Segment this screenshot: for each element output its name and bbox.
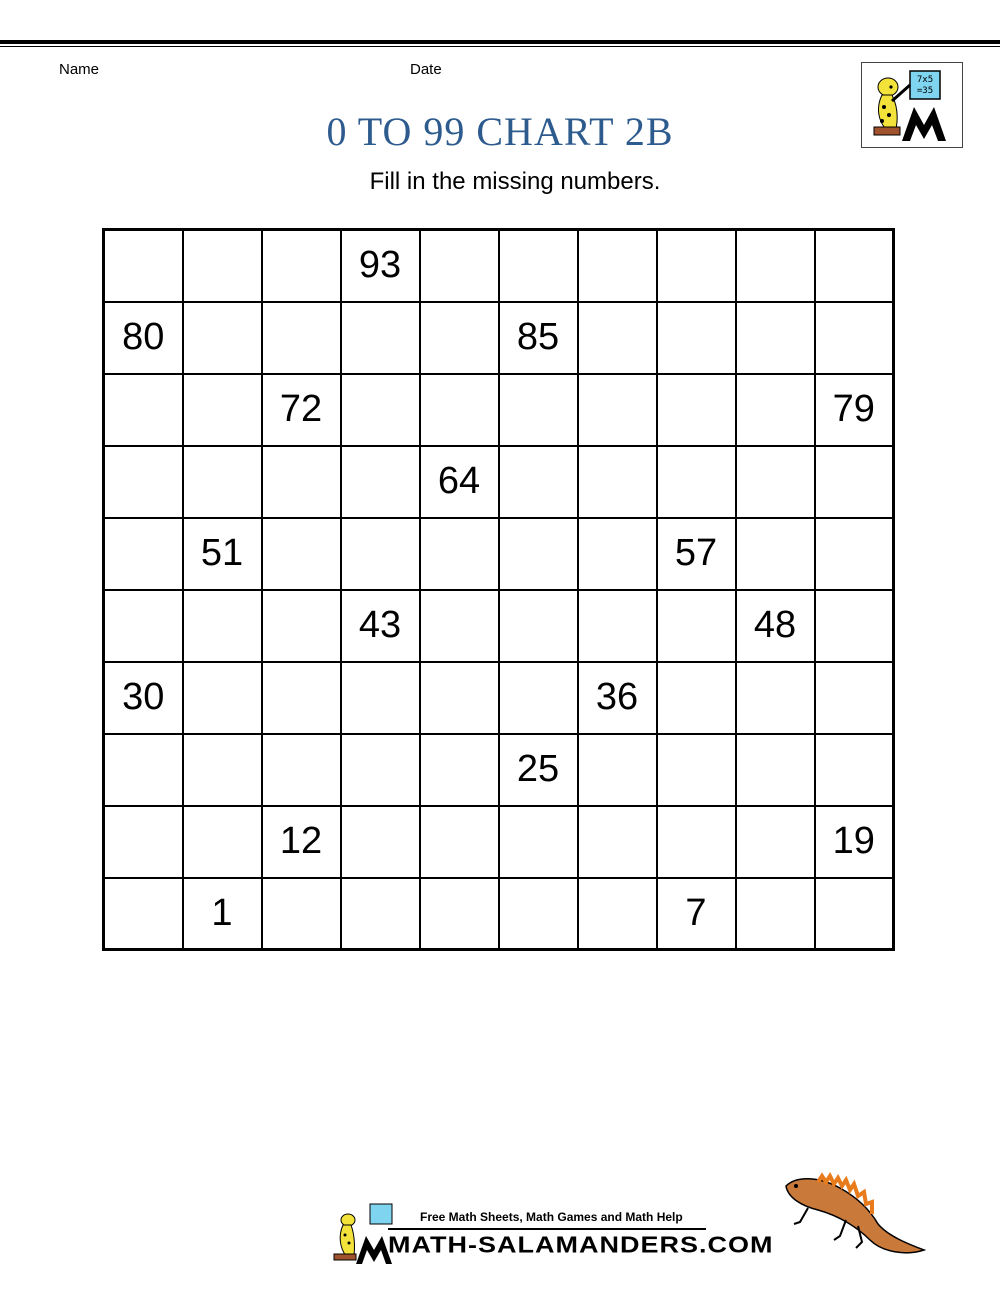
grid-row [104,446,894,518]
grid-cell-given: 85 [499,302,578,374]
grid-cell-blank[interactable] [183,446,262,518]
grid-cell-blank[interactable] [104,446,183,518]
grid-cell-blank[interactable] [183,230,262,302]
grid-row [104,302,894,374]
grid-cell-blank[interactable] [499,878,578,950]
grid-cell-blank[interactable] [104,806,183,878]
grid-cell-blank[interactable] [420,734,499,806]
grid-cell-blank[interactable] [736,374,815,446]
grid-cell-blank[interactable] [736,806,815,878]
grid-cell-given: 93 [341,230,420,302]
grid-cell-blank[interactable] [104,518,183,590]
grid-cell-blank[interactable] [578,878,657,950]
grid-cell-blank[interactable] [736,446,815,518]
grid-cell-blank[interactable] [262,302,341,374]
grid-cell-blank[interactable] [262,662,341,734]
grid-cell-given: 12 [262,806,341,878]
grid-cell-blank[interactable] [262,878,341,950]
grid-cell-blank[interactable] [341,302,420,374]
grid-cell-blank[interactable] [499,518,578,590]
grid-cell-blank[interactable] [420,374,499,446]
grid-cell-blank[interactable] [104,230,183,302]
grid-cell-blank[interactable] [657,662,736,734]
grid-cell-given: 19 [815,806,894,878]
grid-cell-blank[interactable] [420,662,499,734]
grid-cell-blank[interactable] [578,446,657,518]
grid-cell-blank[interactable] [736,662,815,734]
grid-cell-given: 1 [183,878,262,950]
grid-cell-blank[interactable] [578,518,657,590]
grid-cell-given: 36 [578,662,657,734]
grid-cell-blank[interactable] [736,878,815,950]
grid-row [104,734,894,806]
footer-rule [388,1228,706,1230]
grid-cell-blank[interactable] [657,590,736,662]
grid-cell-blank[interactable] [736,518,815,590]
grid-cell-blank[interactable] [815,446,894,518]
grid-row [104,662,894,734]
grid-row [104,806,894,878]
grid-cell-given: 64 [420,446,499,518]
instructions: Fill in the missing numbers. [369,168,661,195]
grid-cell-given: 51 [183,518,262,590]
grid-cell-blank[interactable] [815,590,894,662]
grid-cell-blank[interactable] [657,446,736,518]
grid-cell-blank[interactable] [657,230,736,302]
grid-row [104,230,894,302]
grid-cell-blank[interactable] [815,662,894,734]
grid-cell-blank[interactable] [104,734,183,806]
grid-cell-blank[interactable] [262,446,341,518]
grid-cell-blank[interactable] [341,734,420,806]
grid-cell-blank[interactable] [183,662,262,734]
grid-cell-blank[interactable] [183,374,262,446]
board-line-1: 7x5 [916,75,934,85]
grid-cell-blank[interactable] [499,374,578,446]
grid-cell-given: 48 [736,590,815,662]
grid-cell-blank[interactable] [499,662,578,734]
grid-cell-given: 72 [262,374,341,446]
grid-cell-blank[interactable] [657,734,736,806]
grid-cell-blank[interactable] [183,590,262,662]
grid-cell-given: 7 [657,878,736,950]
top-rule-thin [0,46,1000,47]
grid-cell-given: 43 [341,590,420,662]
grid-cell-blank[interactable] [578,590,657,662]
grid-cell-blank[interactable] [262,590,341,662]
grid-cell-blank[interactable] [578,734,657,806]
grid-cell-blank[interactable] [815,878,894,950]
grid-row [104,878,894,950]
grid-row [104,518,894,590]
grid-cell-blank[interactable] [657,374,736,446]
grid-row [104,590,894,662]
board-line-2: =35 [916,86,934,96]
grid-cell-blank[interactable] [183,302,262,374]
grid-cell-blank[interactable] [262,230,341,302]
grid-cell-blank[interactable] [341,446,420,518]
number-chart-grid [102,228,895,951]
page-title: 0 TO 99 CHART 2B [326,109,674,154]
grid-cell-blank[interactable] [420,806,499,878]
grid-cell-blank[interactable] [815,302,894,374]
grid-cell-blank[interactable] [183,806,262,878]
date-label: Date [410,61,442,78]
grid-cell-given: 57 [657,518,736,590]
grid-cell-given: 30 [104,662,183,734]
grid-cell-blank[interactable] [183,734,262,806]
grid-cell-blank[interactable] [736,302,815,374]
grid-cell-blank[interactable] [578,302,657,374]
grid-cell-blank[interactable] [815,734,894,806]
grid-cell-blank[interactable] [341,374,420,446]
grid-cell-blank[interactable] [736,230,815,302]
grid-cell-blank[interactable] [578,374,657,446]
grid-cell-blank[interactable] [420,590,499,662]
grid-cell-given: 80 [104,302,183,374]
grid-cell-blank[interactable] [104,878,183,950]
grid-cell-blank[interactable] [262,734,341,806]
footer-tagline: Free Math Sheets, Math Games and Math Help [420,1210,683,1224]
grid-cell-blank[interactable] [815,230,894,302]
grid-cell-blank[interactable] [499,590,578,662]
top-rule [0,40,1000,44]
grid-cell-blank[interactable] [341,806,420,878]
grid-cell-blank[interactable] [499,446,578,518]
grid-cell-blank[interactable] [420,230,499,302]
grid-cell-blank[interactable] [104,590,183,662]
grid-cell-blank[interactable] [657,302,736,374]
grid-row [104,374,894,446]
grid-cell-blank[interactable] [578,806,657,878]
grid-cell-blank[interactable] [420,302,499,374]
grid-cell-blank[interactable] [104,374,183,446]
grid-cell-given: 79 [815,374,894,446]
grid-cell-blank[interactable] [341,878,420,950]
grid-cell-blank[interactable] [499,806,578,878]
grid-cell-blank[interactable] [341,518,420,590]
grid-cell-blank[interactable] [578,230,657,302]
grid-cell-blank[interactable] [736,734,815,806]
grid-cell-given: 25 [499,734,578,806]
newt-illustration [778,1170,928,1265]
grid-cell-blank[interactable] [657,806,736,878]
grid-cell-blank[interactable] [262,518,341,590]
grid-cell-blank[interactable] [420,518,499,590]
grid-cell-blank[interactable] [815,518,894,590]
footer-site-name: MATH-SALAMANDERS.COM [388,1232,774,1258]
grid-cell-blank[interactable] [499,230,578,302]
name-label: Name [59,61,100,78]
grid-cell-blank[interactable] [420,878,499,950]
grid-cell-blank[interactable] [341,662,420,734]
